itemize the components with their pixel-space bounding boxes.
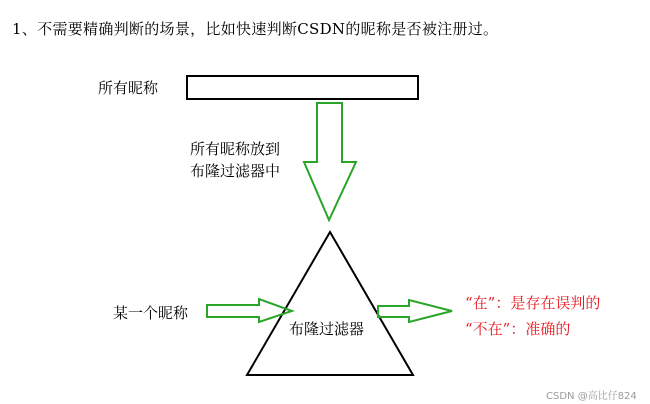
page-heading: 1、不需要精确判断的场景，比如快速判断CSDN的昵称是否被注册过。	[12, 20, 499, 38]
result-not-exists-text: “不在”：准确的	[465, 320, 571, 338]
down-arrow-icon	[304, 103, 356, 220]
flow-label-line2: 布隆过滤器中	[190, 162, 281, 180]
all-nicknames-label: 所有昵称	[98, 79, 159, 97]
watermark: CSDN @高比仔824	[546, 391, 637, 402]
nickname-set-box	[187, 76, 418, 99]
single-nickname-label: 某一个昵称	[113, 304, 189, 322]
bloom-filter-label: 布隆过滤器	[289, 320, 365, 338]
result-exists-text: “在”：是存在误判的	[465, 294, 601, 312]
flow-label-line1: 所有昵称放到	[190, 140, 281, 158]
output-arrow-icon	[378, 300, 452, 322]
